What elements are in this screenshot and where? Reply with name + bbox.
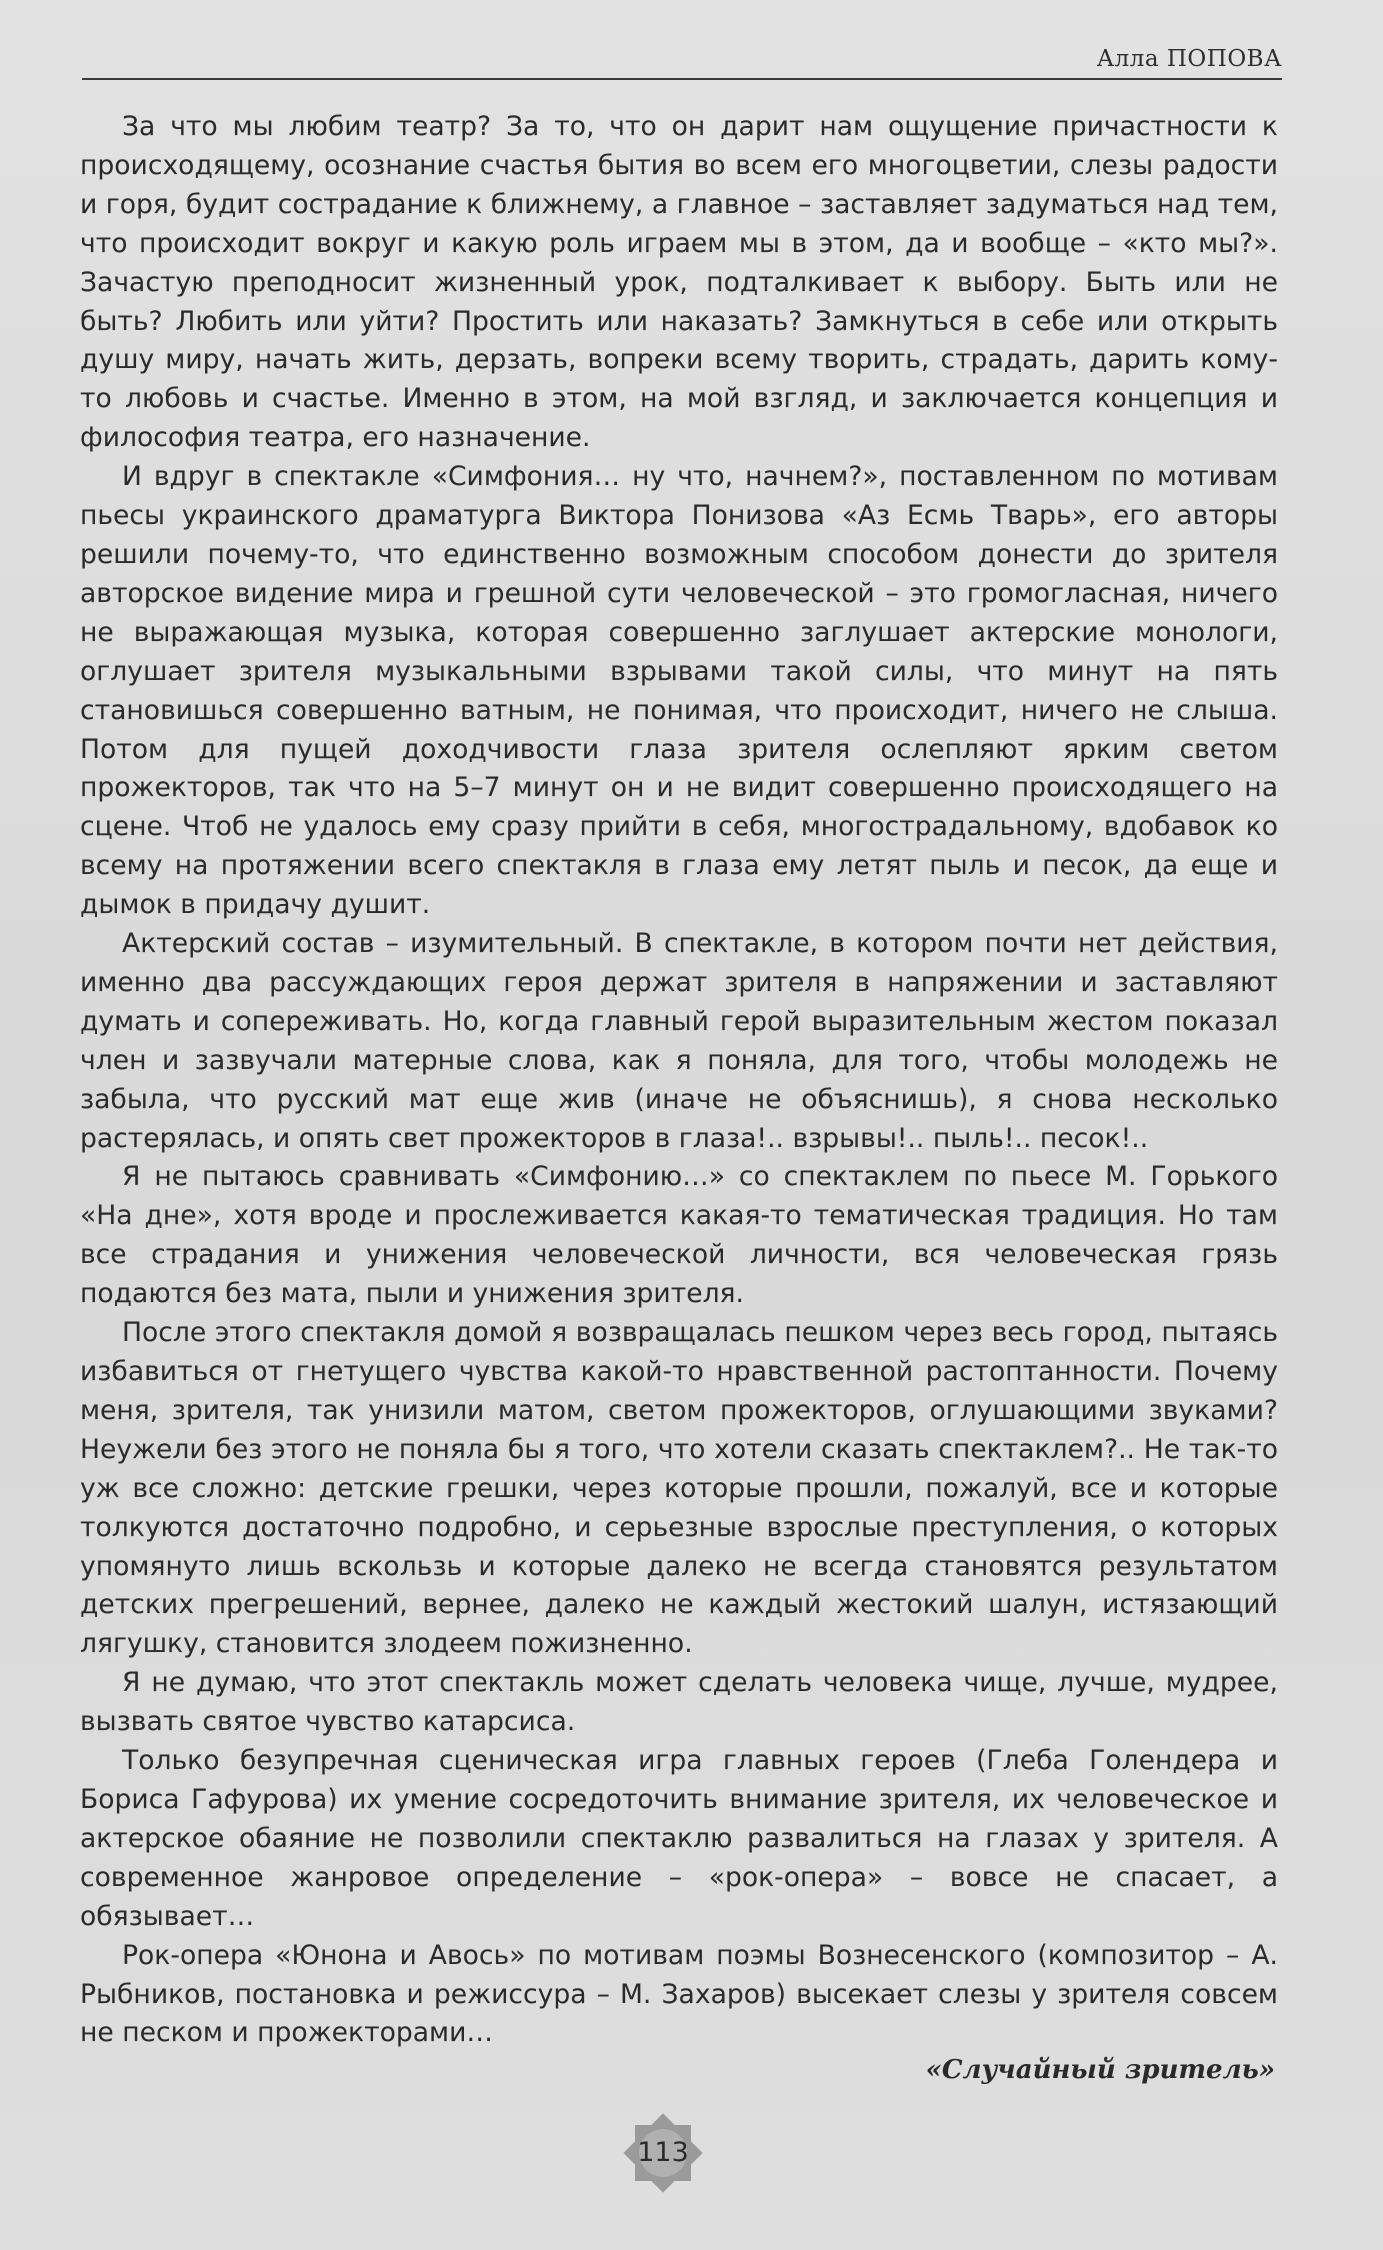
article-signature: «Случайный зритель» <box>925 2055 1275 2085</box>
paragraph: За что мы любим театр? За то, что он дарит нам ощущение причастности к происходящему, осознание счастья бытия во всем его многоцветии, слезы радости и горя, будит сострадание к ближнему, а главное – заставляет задуматься над тем, что происходит вокруг и какую роль играем мы в этом, да и вообще – «кто мы?». Зачастую преподносит жизненный урок, подталкивает к выбору. Быть или не быть? Любить или уйти? Простить или наказать? Замкнуться в себе или открыть душу миру, начать жить, дерзать, вопреки всему творить, страдать, дарить кому-то любовь и счастье. Именно в этом, на мой взгляд, и заключается концепция и философия театра, его назначение. <box>80 111 1278 454</box>
header-author: Алла ПОПОВА <box>1096 46 1282 72</box>
running-header <box>82 38 1282 80</box>
paragraph: Я не думаю, что этот спектакль может сделать человека чище, лучше, мудрее, вызвать святое чувство катарсиса. <box>80 1667 1278 1738</box>
paragraph: Я не пытаюсь сравнивать «Симфонию…» со спектаклем по пьесе М. Горького «На дне», хотя вроде и прослеживается какая-то тематическая традиция. Но там все страдания и унижения человеческой личности, вся человеческая грязь подаются без мата, пыли и унижения зрителя. <box>80 1161 1278 1310</box>
article-body <box>80 108 1278 2053</box>
page-number: 113 <box>637 2137 689 2168</box>
page-number-badge <box>620 2110 706 2196</box>
paragraph: И вдруг в спектакле «Симфония… ну что, начнем?», поставленном по мотивам пьесы украинского драматурга Виктора Понизова «Аз Есмь Тварь», его авторы решили почему-то, что единственно возможным способом донести до зрителя авторское видение мира и грешной сути человеческой – это громогласная, ничего не выражающая музыка, которая совершенно заглушает актерские монологи, оглушает зрителя музыкальными взрывами такой силы, что минут на пять становишься совершенно ватным, не понимая, что происходит, ничего не слыша. Потом для пущей доходчивости глаза зрителя ослепляют ярким светом прожекторов, так что на 5–7 минут он и не видит совершенно происходящего на сцене. Чтоб не удалось ему сразу прийти в себя, многострадальному, вдобавок ко всему на протяжении всего спектакля в глаза ему летят пыль и песок, да еще и дымок в придачу душит. <box>80 461 1278 921</box>
paragraph: Актерский состав – изумительный. В спектакле, в котором почти нет действия, именно два рассуждающих героя держат зрителя в напряжении и заставляют думать и сопереживать. Но, когда главный герой выразительным жестом показал член и зазвучали матерные слова, как я поняла, для того, чтобы молодежь не забыла, что русский мат еще жив (иначе не объяснишь), я снова несколько растерялась, и опять свет прожекторов в глаза!.. взрывы!.. пыль!.. песок!.. <box>80 928 1278 1154</box>
paragraph: Только безупречная сценическая игра главных героев (Глеба Голендера и Бориса Гафурова) их умение сосредоточить внимание зрителя, их человеческое и актерское обаяние не позволили спектаклю развалиться на глазах у зрителя. А современное жанровое определение – «рок-опера» – вовсе не спасает, а обязывает… <box>80 1745 1278 1932</box>
paragraph: Рок-опера «Юнона и Авось» по мотивам поэмы Вознесенского (композитор – А. Рыбников, постановка и режиссура – М. Захаров) высекает слезы у зрителя совсем не песком и прожекторами… <box>80 1939 1278 2049</box>
paragraph: После этого спектакля домой я возвращалась пешком через весь город, пытаясь избавиться от гнетущего чувства какой-то нравственной растоптанности. Почему меня, зрителя, так унизили матом, светом прожекторов, оглушающими звуками? Неужели без этого не поняла бы я того, что хотели сказать спектаклем?.. Не так-то уж все сложно: детские грешки, через которые прошли, пожалуй, все и которые толкуются достаточно подробно, и серьезные взрослые преступления, о которых упомянуто лишь вскользь и которые далеко не всегда становятся результатом детских прегрешений, вернее, далеко не каждый жестокий шалун, истязающий лягушку, становится злодеем пожизненно. <box>80 1317 1278 1660</box>
